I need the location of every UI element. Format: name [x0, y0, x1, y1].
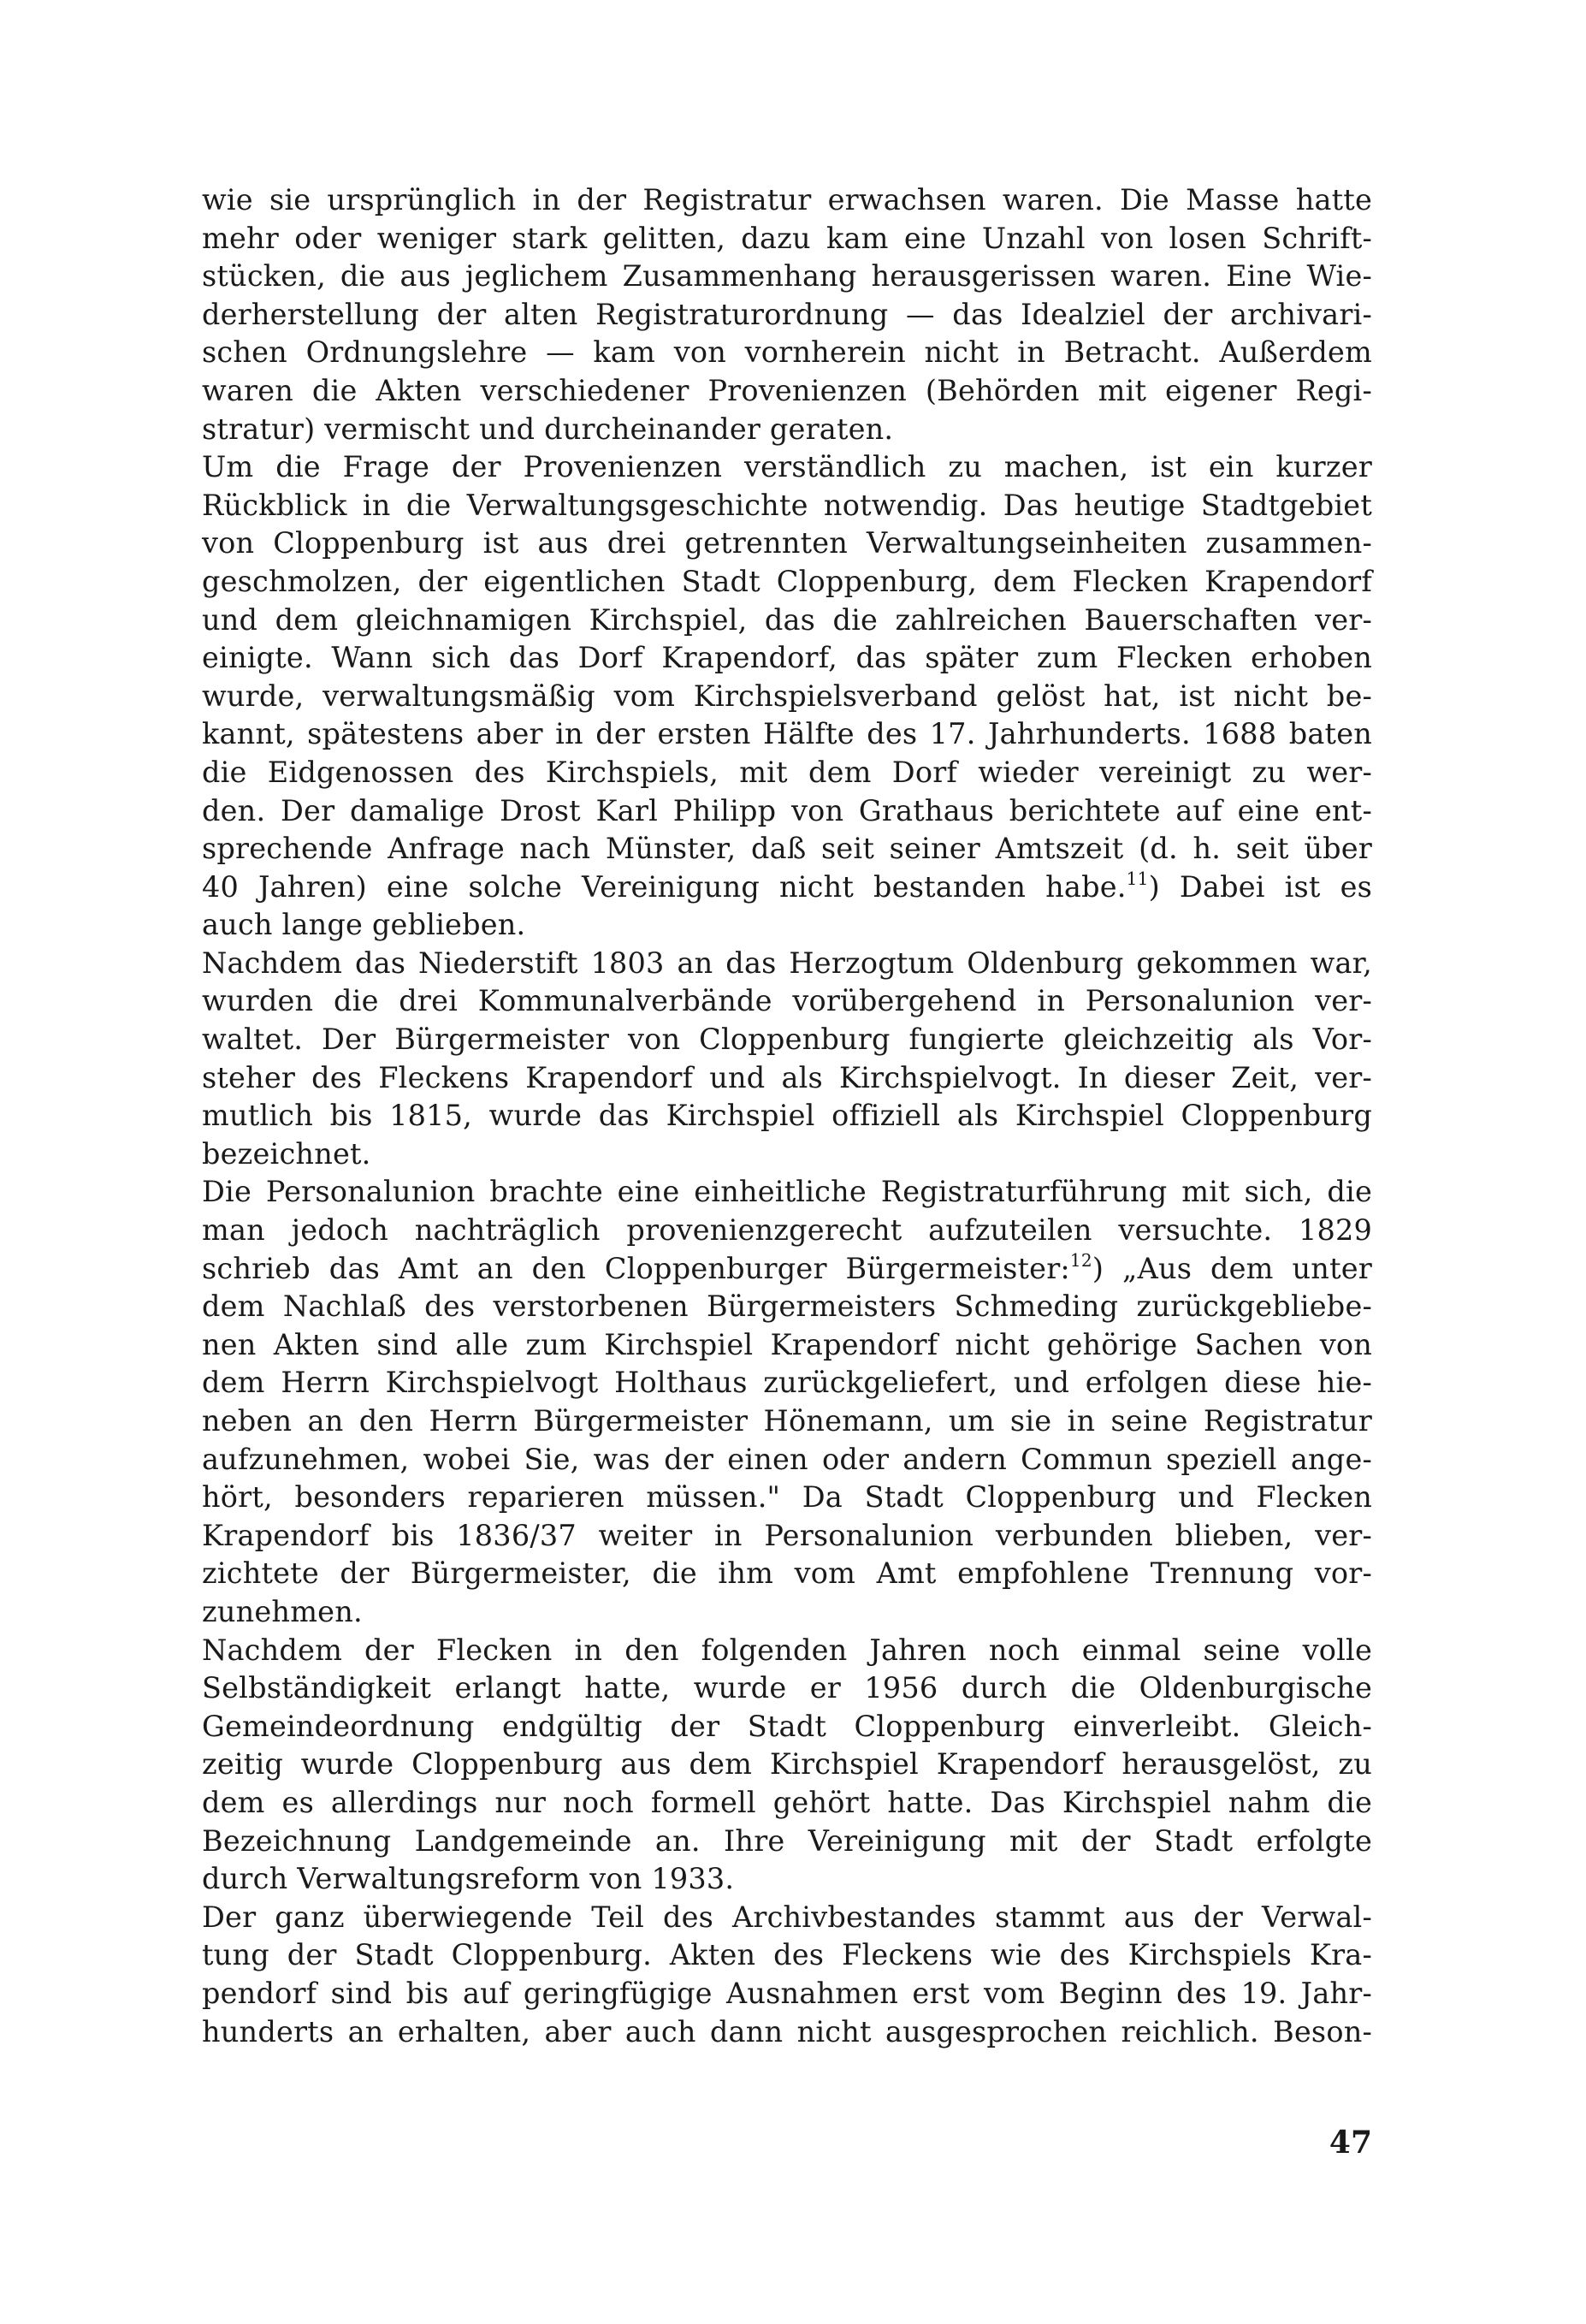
text-line: pendorf sind bis auf geringfügige Ausnahmen erst vom Beginn des 19. Jahr-	[202, 1976, 1372, 2010]
text-line: auch lange geblieben.	[202, 908, 526, 942]
text-line: mehr oder weniger stark gelitten, dazu kam eine Unzahl von losen Schrift-	[202, 221, 1372, 255]
text-line: die Eidgenossen des Kirchspiels, mit dem Dorf wieder vereinigt zu wer-	[202, 755, 1372, 789]
text-line: Nachdem der Flecken in den folgenden Jahren noch einmal seine volle	[202, 1633, 1372, 1667]
page-number: 47	[1329, 2125, 1372, 2161]
text-line: dem es allerdings nur noch formell gehört hatte. Das Kirchspiel nahm die	[202, 1785, 1372, 1819]
text-line: stratur) vermischt und durcheinander geraten.	[202, 412, 894, 446]
body-text	[202, 181, 1372, 2051]
text-line: einigte. Wann sich das Dorf Krapendorf, das später zum Flecken erhoben	[202, 641, 1372, 675]
text-line: wurden die drei Kommunalverbände vorübergehend in Personalunion ver-	[202, 984, 1372, 1018]
text-line: zeitig wurde Cloppenburg aus dem Kirchspiel Krapendorf herausgelöst, zu	[202, 1747, 1372, 1782]
footnote-marker: 11	[1126, 868, 1149, 889]
text-line-with-footnote	[202, 1250, 1372, 1289]
line-text: schrieb das Amt an den Cloppenburger Bürgermeister:	[202, 1251, 1070, 1285]
text-line: wie sie ursprünglich in der Registratur erwachsen waren. Die Masse hatte	[202, 183, 1372, 216]
text-line: tung der Stadt Cloppenburg. Akten des Fleckens wie des Kirchspiels Kra-	[202, 1938, 1372, 1972]
text-line: bezeichnet.	[202, 1136, 371, 1171]
text-line: Die Personalunion brachte eine einheitliche Registraturführung mit sich, die	[202, 1175, 1372, 1209]
text-line: und dem gleichnamigen Kirchspiel, das die zahlreichen Bauerschaften ver-	[202, 602, 1372, 637]
text-line: aufzunehmen, wobei Sie, was der einen oder andern Commun speziell ange-	[202, 1442, 1372, 1476]
text-line: stücken, die aus jeglichem Zusammenhang herausgerissen waren. Eine Wie-	[202, 259, 1372, 293]
text-line: hunderts an erhalten, aber auch dann nicht ausgesprochen reichlich. Beson-	[202, 2014, 1372, 2048]
text-line: Gemeindeordnung endgültig der Stadt Cloppenburg einverleibt. Gleich-	[202, 1709, 1372, 1743]
text-line: steher des Fleckens Krapendorf und als Kirchspielvogt. In dieser Zeit, ver-	[202, 1060, 1372, 1094]
text-line: neben an den Herrn Bürgermeister Hönemann, um sie in seine Registratur	[202, 1404, 1372, 1438]
text-line-with-footnote	[202, 869, 1372, 907]
text-line: Nachdem das Niederstift 1803 an das Herzogtum Oldenburg gekommen war,	[202, 946, 1372, 980]
text-line: geschmolzen, der eigentlichen Stadt Cloppenburg, dem Flecken Krapendorf	[202, 564, 1372, 598]
text-line: Selbständigkeit erlangt hatte, wurde er 1956 durch die Oldenburgische	[202, 1671, 1372, 1705]
line-text-continued: Dabei ist es	[1159, 869, 1372, 904]
text-line: waren die Akten verschiedener Provenienzen (Behörden mit eigener Regi-	[202, 373, 1372, 407]
text-line: Der ganz überwiegende Teil des Archivbestandes stammt aus der Verwal-	[202, 1900, 1372, 1934]
text-line: mutlich bis 1815, wurde das Kirchspiel offiziell als Kirchspiel Cloppenburg	[202, 1099, 1372, 1133]
line-text: 40 Jahren) eine solche Vereinigung nicht bestanden habe.	[202, 869, 1127, 904]
text-line: wurde, verwaltungsmäßig vom Kirchspielsverband gelöst hat, ist nicht be-	[202, 679, 1372, 713]
text-line: Rückblick in die Verwaltungsgeschichte notwendig. Das heutige Stadtgebiet	[202, 488, 1372, 522]
text-line: den. Der damalige Drost Karl Philipp von Grathaus berichtete auf eine ent-	[202, 793, 1372, 827]
footnote-marker: 12	[1069, 1249, 1092, 1271]
text-line: hört, besonders reparieren müssen." Da Stadt Cloppenburg und Flecken	[202, 1480, 1372, 1515]
text-line: schen Ordnungslehre — kam von vornherein nicht in Betracht. Außerdem	[202, 335, 1372, 370]
line-text-continued: ) „Aus dem unter	[1092, 1251, 1372, 1285]
text-line: kannt, spätestens aber in der ersten Hälfte des 17. Jahrhunderts. 1688 baten	[202, 717, 1372, 751]
text-line: Krapendorf bis 1836/37 weiter in Personalunion verbunden blieben, ver-	[202, 1518, 1372, 1552]
text-line: nen Akten sind alle zum Kirchspiel Krapendorf nicht gehörige Sachen von	[202, 1327, 1372, 1361]
text-line: dem Nachlaß des verstorbenen Bürgermeisters Schmeding zurückgebliebe-	[202, 1289, 1372, 1324]
text-line: von Cloppenburg ist aus drei getrennten Verwaltungseinheiten zusammen-	[202, 526, 1372, 560]
text-line: sprechende Anfrage nach Münster, daß seit seiner Amtszeit (d. h. seit über	[202, 832, 1372, 866]
text-line: man jedoch nachträglich provenienzgerecht aufzuteilen versuchte. 1829	[202, 1213, 1372, 1248]
text-line: zunehmen.	[202, 1594, 363, 1628]
text-line: waltet. Der Bürgermeister von Cloppenburg fungierte gleichzeitig als Vor-	[202, 1023, 1372, 1057]
footnote-paren: )	[1148, 869, 1160, 904]
text-line: durch Verwaltungsreform von 1933.	[202, 1862, 735, 1896]
text-line: Um die Frage der Provenienzen verständlich zu machen, ist ein kurzer	[202, 450, 1372, 484]
text-line: Bezeichnung Landgemeinde an. Ihre Vereinigung mit der Stadt erfolgte	[202, 1823, 1372, 1858]
text-line: dem Herrn Kirchspielvogt Holthaus zurückgeliefert, und erfolgen diese hie-	[202, 1366, 1372, 1400]
text-line: derherstellung der alten Registraturordnung — das Idealziel der archivari-	[202, 297, 1372, 331]
text-line: zichtete der Bürgermeister, die ihm vom Amt empfohlene Trennung vor-	[202, 1556, 1372, 1591]
